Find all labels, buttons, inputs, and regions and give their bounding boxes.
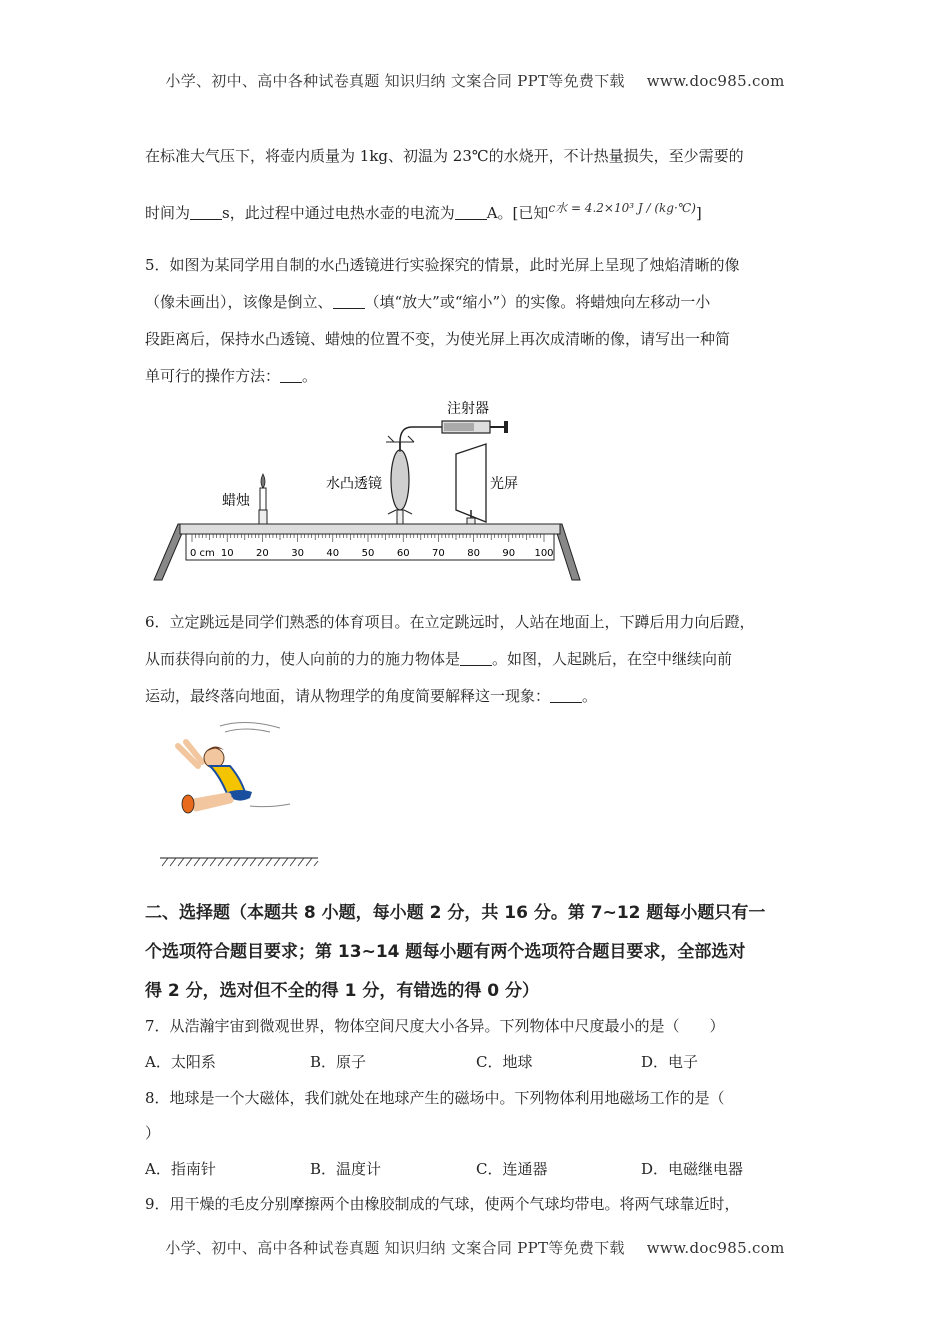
- ruler-tick-label: 30: [291, 548, 304, 559]
- q5-line3: 段距离后，保持水凸透镜、蜡烛的位置不变，为使光屏上再次成清晰的像，请写出一种简: [145, 330, 731, 348]
- section2-heading-line3: 得 2 分，选对但不全的得 1 分，有错选的得 0 分）: [145, 981, 539, 1001]
- water-lens-icon: [391, 450, 409, 510]
- q8-stem: 8．地球是一个大磁体，我们就处在地球产生的磁场中。下列物体利用地磁场工作的是（: [145, 1089, 725, 1107]
- footer-text: 小学、初中、高中各种试卷真题 知识归纳 文案合同 PPT等免费下载: [165, 1239, 625, 1257]
- q5-line1: 5．如图为某同学用自制的水凸透镜进行实验探究的情景，此时光屏上呈现了烛焰清晰的像: [145, 256, 740, 274]
- q5-line2: （像未画出），该像是倒立、 （填“放大”或“缩小”）的实像。将蜡烛向左移动一小: [145, 293, 711, 311]
- footer-site: www.doc985.com: [646, 1239, 785, 1257]
- q8-option-d[interactable]: D．电磁继电器: [641, 1160, 744, 1178]
- screen-label: 光屏: [490, 476, 518, 492]
- answer-blank[interactable]: [550, 688, 582, 703]
- ruler-tick-label: 20: [256, 548, 269, 559]
- ruler-tick-label: 0 cm: [190, 548, 215, 559]
- q5-line4: 单可行的操作方法： 。: [145, 367, 318, 385]
- q7-option-c[interactable]: C．地球: [476, 1053, 533, 1071]
- q8-option-b[interactable]: B．温度计: [310, 1160, 382, 1178]
- q7-stem: 7．从浩瀚宇宙到微观世界，物体空间尺度大小各异。下列物体中尺度最小的是（ ）: [145, 1017, 725, 1035]
- q6-line3: 运动，最终落向地面，请从物理学的角度简要解释这一现象： 。: [145, 687, 598, 705]
- ruler-tick-label: 70: [432, 548, 445, 559]
- q9-stem: 9．用干燥的毛皮分别摩擦两个由橡胶制成的气球，使两个气球均带电。将两气球靠近时，: [145, 1195, 740, 1213]
- candle-icon: [259, 474, 267, 524]
- q6-line2: 从而获得向前的力，使人向前的力的施力物体是 。如图，人起跳后，在空中继续向前: [145, 650, 733, 668]
- ruler-tick-label: 90: [502, 548, 516, 559]
- q8-stem-end: ）: [145, 1124, 161, 1142]
- ruler-tick-label: 50: [361, 548, 375, 559]
- answer-blank[interactable]: [333, 294, 365, 309]
- q7-option-b[interactable]: B．原子: [310, 1053, 367, 1071]
- q8-option-a[interactable]: A．指南针: [145, 1160, 216, 1178]
- long-jump-figure: [150, 716, 330, 871]
- jumper-icon: [178, 722, 290, 813]
- page-header: [0, 70, 950, 91]
- header-text: 小学、初中、高中各种试卷真题 知识归纳 文案合同 PPT等免费下载: [165, 72, 625, 90]
- answer-blank[interactable]: [460, 651, 492, 666]
- ruler-tick-label: 40: [326, 548, 340, 559]
- ruler-tick-label: 100: [534, 548, 554, 559]
- answer-blank[interactable]: [190, 205, 222, 220]
- q6-line1: 6．立定跳远是同学们熟悉的体育项目。在立定跳远时，人站在地面上，下蹲后用力向后蹬，: [145, 613, 755, 631]
- section2-heading-line2: 个选项符合题目要求；第 13~14 题每小题有两个选项符合题目要求，全部选对: [145, 942, 746, 962]
- lens-label: 水凸透镜: [326, 476, 382, 492]
- ruler-tick-label: 60: [396, 548, 410, 559]
- q7-option-a[interactable]: A．太阳系: [145, 1053, 216, 1071]
- section2-heading-line1: 二、选择题（本题共 8 小题，每小题 2 分，共 16 分。第 7~12 题每小题只有一: [145, 903, 766, 923]
- page-footer: [0, 1237, 950, 1258]
- q8-option-c[interactable]: C．连通器: [476, 1160, 548, 1178]
- ruler-tick-label: 80: [467, 548, 480, 559]
- candle-label: 蜡烛: [222, 493, 250, 509]
- syringe-label: 注射器: [447, 401, 489, 417]
- answer-blank[interactable]: [280, 368, 302, 383]
- syringe-icon: [412, 421, 508, 433]
- q4-line2: 时间为 s，此过程中通过电热水壶的电流为 A。[已知$^{c水 = 4.2\times 10^3 J / (kg\cdot℃)}$]: [145, 201, 702, 222]
- q4-line1: 在标准大气压下，将壶内质量为 1kg、初温为 23℃的水烧开，不计热量损失，至少需要的: [145, 147, 744, 165]
- answer-blank[interactable]: [455, 205, 487, 220]
- optical-bench-figure: [150, 392, 590, 587]
- specific-heat-formula: c水 = 4.2×10³ J / (kg·℃): [548, 201, 696, 215]
- ruler-tick-label: 10: [220, 548, 234, 559]
- q7-option-d[interactable]: D．电子: [641, 1053, 699, 1071]
- ground-hatch: [160, 858, 318, 866]
- light-screen-icon: [456, 444, 486, 526]
- header-site: www.doc985.com: [646, 72, 785, 90]
